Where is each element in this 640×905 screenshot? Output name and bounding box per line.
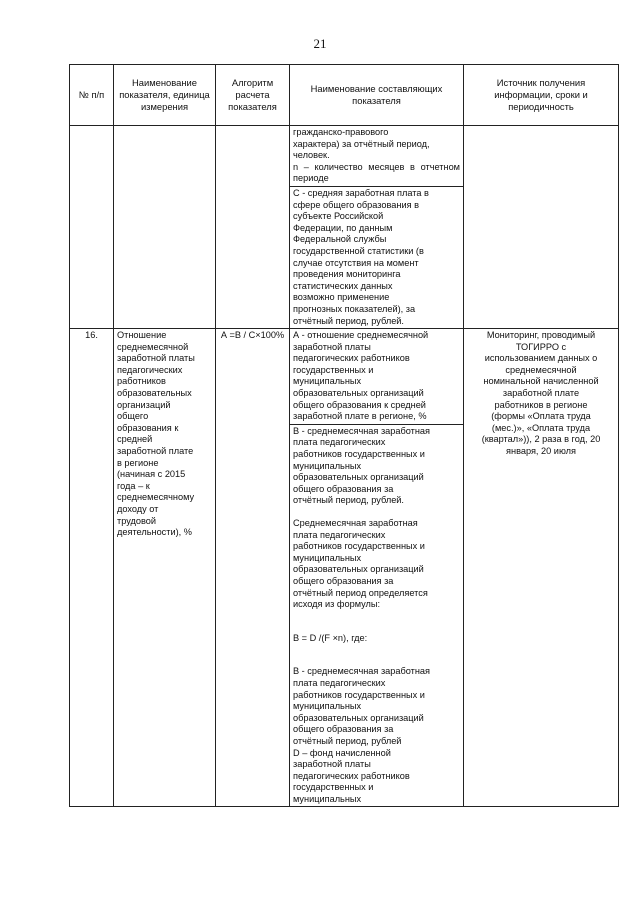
text-line: отчётный период, рублей. [293,495,404,506]
page-number: 21 [313,36,327,51]
text-line: D – фонд начисленной [293,747,391,758]
text-line: заработной платы [117,353,195,364]
text-line: Отношение [117,330,167,341]
text-line: плата педагогических [293,529,386,540]
text-line: возможно применение [293,292,390,303]
text-line: муниципальных [293,793,362,804]
cell-name-cont [114,126,216,329]
text-line: работников государственных и [293,689,425,700]
text-line: отчётный период определяется [293,587,428,598]
formula: В = D /(F ×n), где: [293,632,368,643]
spacer [293,611,460,633]
text-line: сфере общего образования в [293,199,419,210]
text-line: плата педагогических [293,437,386,448]
text-line: использованием данных о [484,353,598,364]
cell-num-cont [70,126,114,329]
header-algorithm: Алгоритм расчета показателя [216,65,290,126]
text-line: образовательных [117,388,192,399]
text-line: С - средняя заработная плата в [293,187,429,198]
text-line: работников государственных и [293,449,425,460]
header-name: Наименование показателя, единица измерения [114,65,216,126]
text-line: гражданско-правового [293,127,389,137]
text-line: Федеральной службы [293,234,387,245]
text-line: характера) за отчётный период, [293,138,430,149]
text-line: заработной платы [293,759,371,770]
text-line: заработной плате в регионе, % [293,411,427,422]
text-line: деятельности), % [117,527,192,538]
text-line: общего образования за [293,575,394,586]
table-row-16 [70,329,619,807]
text-line: статистических данных [293,280,393,291]
cell-components-16 [290,329,464,807]
text-line: доходу от [117,504,159,514]
cell-algorithm-cont [216,126,290,329]
text-line: образовательных организаций [293,564,424,575]
text-line: образовательных организаций [293,712,424,723]
text-line: среднемесячной [117,341,189,352]
text-line: среднемесячной [505,364,577,375]
text-line: проведения мониторинга [293,269,401,280]
text-line: образовательных организаций [293,472,424,483]
text-line: муниципальных [293,376,362,387]
text-line: отчётный период, рублей [293,735,402,746]
text-line: государственной статистики (в [293,245,424,256]
text-line: (квартал»)), 2 раза в год, 20 [481,434,601,445]
text-line: Федерации, по данным [293,222,393,233]
cell-algorithm-16: А =В / С×100% [216,329,290,807]
text-line: года – к [117,480,150,491]
text-line: номинальной начисленной [483,376,599,387]
text-line: (мес.)», «Оплата труда [491,422,591,433]
cell-source-cont [464,126,619,329]
component-block-a [290,126,463,186]
text-line: работников [117,376,166,387]
text-line: плата педагогических [293,677,386,688]
text-line: работников государственных и [293,541,425,552]
text-line: (начиная с 2015 [117,469,186,480]
text-line: прогнозных показателей), за [293,303,416,314]
text-line: государственных и [293,782,374,793]
text-line: А - отношение среднемесячной [293,330,429,341]
cell-name-16 [114,329,216,807]
text-line: образовательных организаций [293,388,424,399]
text-line: в регионе [117,457,159,468]
text-line: Мониторинг, проводимый [486,330,596,341]
spacer [293,507,460,518]
cell-num-16: 16. [70,329,114,807]
spacer [293,644,460,666]
header-source: Источник получения информации, сроки и периодичность [464,65,619,126]
text-line: муниципальных [293,701,362,712]
text-line: общего [117,411,149,422]
text-line: субъекте Российской [293,211,384,222]
component-block-b [290,424,463,807]
text-line: В - среднемесячная заработная [293,666,431,677]
table-row-continued [70,126,619,329]
table-header-row [70,65,619,126]
text-line: человек. [293,150,330,161]
text-line: общего образования за [293,724,394,735]
component-block-a [290,329,463,424]
text-line: образования к [117,422,179,433]
indicators-table [69,64,619,807]
component-block-c [290,186,463,328]
text-line: заработной плате [502,388,580,399]
header-num: № п/п [70,65,114,126]
text-line: государственных и [293,364,374,375]
text-line: случае отсутствия на момент [293,257,419,268]
text-line: отчётный период, рублей. [293,315,404,326]
text-line: января, 20 июля [506,446,576,457]
header-components: Наименование составляющих показателя [290,65,464,126]
text-line: педагогических [117,364,183,375]
text-line: трудовой [117,515,156,526]
text-line: заработной плате [117,446,194,457]
text-line: педагогических работников [293,770,410,781]
text-line: Среднемесячная заработная [293,518,418,528]
text-line: общего образования за [293,483,394,494]
text-line: n – количество месяцев в отчетном периоде [293,161,460,184]
cell-source-16 [464,329,619,807]
text-line: муниципальных [293,552,362,563]
text-line: педагогических работников [293,353,410,364]
text-line: организаций [117,399,171,410]
text-line: работников в регионе [494,399,588,410]
text-line: исходя из формулы: [293,599,381,610]
text-line: среднемесячному [117,492,195,503]
text-line: (формы «Оплата труда [491,411,591,422]
text-line: муниципальных [293,460,362,471]
cell-components-cont [290,126,464,329]
text-line: В - среднемесячная заработная [293,425,431,436]
text-line: заработной платы [293,341,371,352]
text-line: средней [117,434,153,445]
text-line: ТОГИРРО с [515,341,567,352]
text-line: общего образования к средней [293,399,426,410]
